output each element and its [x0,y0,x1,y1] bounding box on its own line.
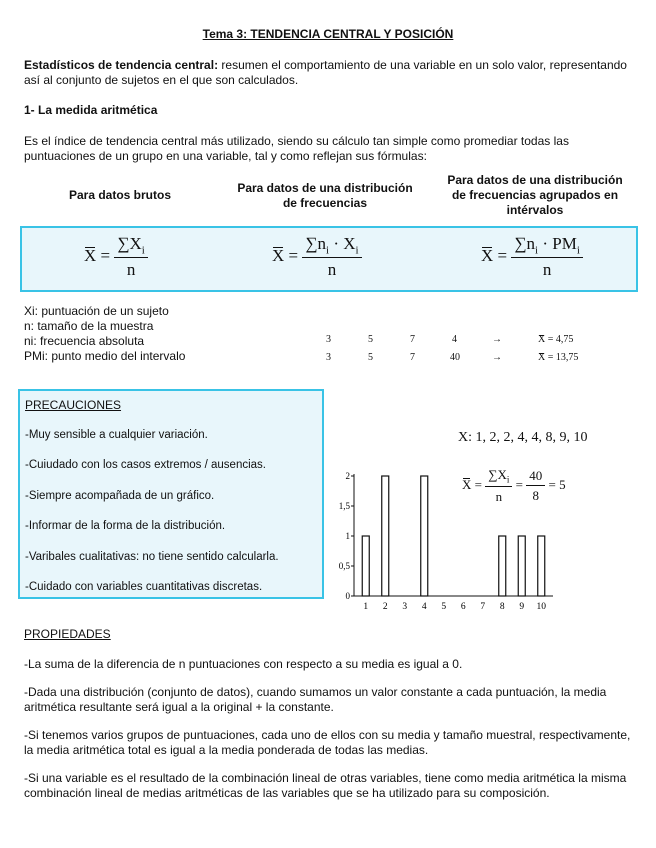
x-tick-label: 3 [402,602,408,612]
y-tick-label: 2 [345,471,350,481]
y-tick-label: 0,5 [338,561,350,571]
precaution-item: -Muy sensible a cualquier variación. [25,429,208,441]
precaution-item: -Siempre acompañada de un gráfico. [25,490,215,502]
legend-item: n: tamaño de la muestra [24,319,154,333]
properties-section [24,627,638,801]
column-head-grouped: Para datos de una distribución de frecuencias agrupados en intérvalos [447,173,623,217]
formula-grouped: X = $\frac{\sum n_i \cdot PM_i}{n}$ [481,234,583,280]
legend-item: PMi: punto medio del intervalo [24,349,186,363]
x-tick-label: 5 [441,602,447,612]
legend-item: Xi: puntuación de un sujeto [24,304,169,318]
precautions-title: PRECAUCIONES [25,398,122,412]
property-item: -Si una variable es el resultado de la combinación lineal de otras variables, tiene como media aritmética la misma combinación lineal de medias aritméticas de las variables que se ha utilizado para su composición. [24,771,627,800]
intro-term: Estadísticos de tendencia central: [24,58,219,72]
precaution-item: -Varibales cualitativas: no tiene sentido calcularla. [25,551,279,563]
bar [421,476,428,596]
y-tick-label: 1,5 [338,501,350,511]
dataset-label: X: 1, 2, 2, 4, 4, 8, 9, 10 [458,430,588,445]
bar [382,476,389,596]
x-tick-label: 1 [363,602,369,612]
precaution-item: -Cuidado con variables cuantitativas discretas. [25,581,263,593]
property-item: -Dada una distribución (conjunto de datos), cuando sumamos un valor constante a cada puntuación, la media aritmética resultante será igual a la original + la constante. [24,685,607,714]
property-item: -La suma de la diferencia de n puntuaciones con respecto a su media es igual a 0. [24,657,463,671]
x-tick-label: 9 [519,602,525,612]
y-tick-label: 0 [345,591,350,601]
x-tick-label: 4 [421,602,427,612]
precaution-item: -Cuiudado con los casos extremos / ausencias. [25,459,266,471]
formula-raw: X = $\frac{\sum X_i}{n}$ [84,234,148,280]
x-tick-label: 7 [480,602,486,612]
column-head-raw: Para datos brutos [68,188,172,202]
section-text: Es el índice de tendencia central más utilizado, siendo su cálculo tan simple como promediar todas las puntuaciones de un grupo en una variable, tal y como reflejan sus fórmulas: [24,134,569,163]
bar [538,536,545,596]
precautions-box [18,389,324,599]
intro-paragraph [24,58,636,88]
x-tick-label: 2 [382,602,388,612]
formula-frequency: X = $\frac{\sum n_i \cdot X_i}{n}$ [272,234,362,280]
column-head-frequency: Para datos de una distribución de frecuencias [237,181,413,210]
legend-item: ni: frecuencia absoluta [24,334,145,348]
x-tick-label: 8 [499,602,505,612]
property-item: -Si tenemos varios grupos de puntuaciones, cada uno de ellos con su media y tamaño muestral, respectivamente, la media aritmética total es igual a la media ponderada de todas las medias. [24,728,631,757]
x-tick-label: 10 [536,602,546,612]
properties-title: PROPIEDADES [24,627,111,641]
precaution-item: -Informar de la forma de la distribución. [25,520,226,532]
bar [362,536,369,596]
mean-example-formula: X = $\frac{\sum X_i}{n}$ = $\frac{40}{8}$ = 5 [462,467,566,504]
x-tick-label: 6 [460,602,466,612]
page-title: Tema 3: TENDENCIA CENTRAL Y POSICIÓN [202,27,454,41]
frequency-bar-chart [330,466,560,616]
intro-text: resumen el comportamiento de una variable en un solo valor, representando así al conjunto de sujetos en el que son calculados. [24,58,627,87]
symbol-legend [24,304,185,364]
bar [518,536,525,596]
section-heading: 1- La medida aritmética [24,103,158,117]
bar [499,536,506,596]
y-tick-label: 1 [345,531,350,541]
